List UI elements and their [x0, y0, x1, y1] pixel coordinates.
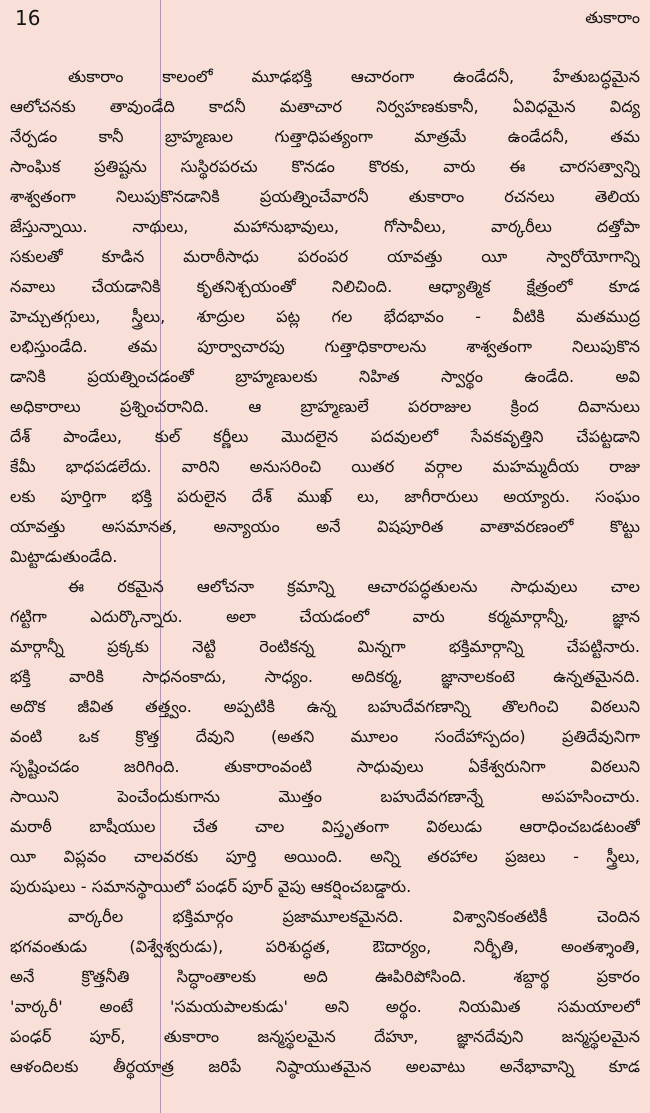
text-line: నేర్పడం కానీ బ్రాహ్మణుల గుత్తాధిపత్యంగా మాత్రమే ఉండేదనీ, తమ — [10, 127, 640, 146]
text-line: సృష్టించడం జరిగింది. తుకారాంవంటి సాధువులు ఏకేశ్వరునిగా విఠలుని — [10, 757, 640, 776]
text-line: హెచ్చుతగ్గులు, స్త్రీలు, శూద్రుల పట్ల గల భేదభావం - వీటికి మతముద్ర — [10, 307, 640, 326]
text-line: భగవంతుడు (విశ్వేశ్వరుడు), పరిశుద్ధత, ఔదార్యం, నిర్భీతి, అంతశ్శాంతి, — [10, 937, 640, 956]
text-line: అనే క్రొత్తనీతి సిద్ధాంతాలకు అది ఊపిరిపోసింది. శబ్దార్థ ప్రకారం — [10, 967, 640, 986]
text-line: లకు పూర్తిగా భక్తి పరులైన దేశ్ ముఖ్ లు, జాగీరారులు అయ్యారు. సంఘం — [10, 487, 640, 506]
text-line: సాంఘిక ప్రతిష్టను సుస్థిరపరచు కొనడం కొరకు, వారు ఈ చారసత్వాన్ని — [10, 157, 640, 176]
text-line: శాశ్వతంగా నిలుపుకొనడానికి ప్రయత్నించేవారనీ తుకారాం రచనలు తెలియ — [10, 187, 640, 206]
text-line: పురుషులు - సమానస్థాయిలో పంఢర్ పూర్ వైపు ఆకర్షించబడ్డారు. — [10, 877, 412, 896]
text-line: కేమీ భాధపడలేదు. వారిని అనుసరించి యితర వర్గాల మహమ్మదీయ రాజు — [10, 457, 640, 476]
text-line: జేస్తున్నాయి. నాథులు, మహానుభావులు, గోసావీలు, వార్కరీలు దత్తోపా — [10, 217, 640, 236]
text-line: భక్తి వారికి సాధనంకాదు, సాధ్యం. అదికర్మ, జ్ఞానాలకంటె ఉన్నతమైనది. — [10, 667, 640, 686]
text-line: అదొక జీవిత తత్త్వం. అప్పటికి ఉన్న బహుదేవగణాన్ని తొలగించి విఠలుని — [10, 697, 640, 716]
text-line: నవాలు చేయడానికి కృతనిశ్చయంతో నిలిచింది. ఆధ్యాత్మిక క్షేత్రంలో కూడ — [10, 277, 640, 296]
text-line: డానికి ప్రయత్నించడంతో బ్రాహ్మణులకు నిహిత స్వార్థం ఉండేది. అవి — [10, 367, 640, 386]
text-line: 'వార్కరీ' అంటే 'సమయపాలకుడు' అని అర్థం. నియమిత సమయాలలో — [10, 997, 640, 1016]
text-line: ఆలోచనకు తావుండేది కాదనీ మతాచార నిర్వహణకుకానీ, ఏవిధమైన విద్య — [10, 97, 640, 116]
text-line: సకులతో కూడిన మరాఠీసాధు పరంపర యావత్తు యీ స్వారోయోగాన్ని — [10, 247, 640, 266]
text-line: ఈ రకమైన ఆలోచనా క్రమాన్ని ఆచారపద్ధతులను సాధువులు చాల — [68, 577, 640, 596]
text-line: మార్గాన్నీ ప్రక్కకు నెట్టి రెంటికన్న మిన్నగా భక్తిమార్గాన్ని చేపట్టినారు. — [10, 637, 640, 656]
text-line: వంటి ఒక క్రొత్త దేవుని (అతని మూలం సందేహాస్పదం) ప్రతిదేవునిగా — [10, 727, 640, 746]
text-line: ఆళందిలకు తీర్థయాత్ర జరిపే నిష్ఠాయుతమైన అలవాటు అనేభావాన్ని కూడ — [10, 1057, 640, 1076]
text-line: గట్టిగా ఎదుర్కొన్నారు. అలా చేయడంలో వారు కర్మమార్గాన్నీ, జ్ఞాన — [10, 607, 640, 626]
text-line: తుకారాం కాలంలో మూఢభక్తి ఆచారంగా ఉండేదనీ, హేతుబద్ధమైన — [68, 67, 640, 86]
text-line: లభిస్తుండేది. తమ పూర్వాచారపు గుత్తాధికారాలను శాశ్వతంగా నిలుపుకొన — [10, 337, 640, 356]
text-line: వార్కరీల భక్తిమార్గం ప్రజామూలకమైనది. విశ్వానికంతటికీ చెందిన — [68, 907, 640, 926]
text-line: పంఢర్ పూర్, తుకారాం జన్మస్థలమైన దేహూ, జ్ఞానదేవుని జన్మస్థలమైన — [10, 1027, 640, 1046]
text-line: యీ విప్లవం చాలవరకు పూర్తి అయింది. అన్ని తరహాల ప్రజలు - స్త్రీలు, — [10, 847, 640, 866]
text-line: మరాఠీ బాషీయుల చేత చాల విస్తృతంగా విఠలుడు ఆరాధించబడటంతో — [10, 817, 640, 836]
text-line: సాయిని పెంచేందుకుగాను మొత్తం బహుదేవగణాన్నే అపహసించారు. — [10, 787, 640, 806]
running-head: తుకారాం — [585, 8, 640, 27]
text-line: అధికారాలు ప్రశ్నించరానిది. ఆ బ్రాహ్మణులే పరరాజుల క్రింద దివానులు — [10, 397, 640, 416]
text-line: దేశ్ పాండేలు, కుల్ కర్ణీలు మొదలైన పదవులలో సేవకవృత్తిని చేపట్టడాని — [10, 427, 640, 446]
text-line: యావత్తు అసమానత, అన్యాయం అనే విషపూరిత వాతావరణంలో కొట్టు — [10, 517, 640, 536]
page-number: 16 — [15, 6, 41, 30]
text-line: మిట్టాడుతుండేది. — [10, 547, 118, 566]
